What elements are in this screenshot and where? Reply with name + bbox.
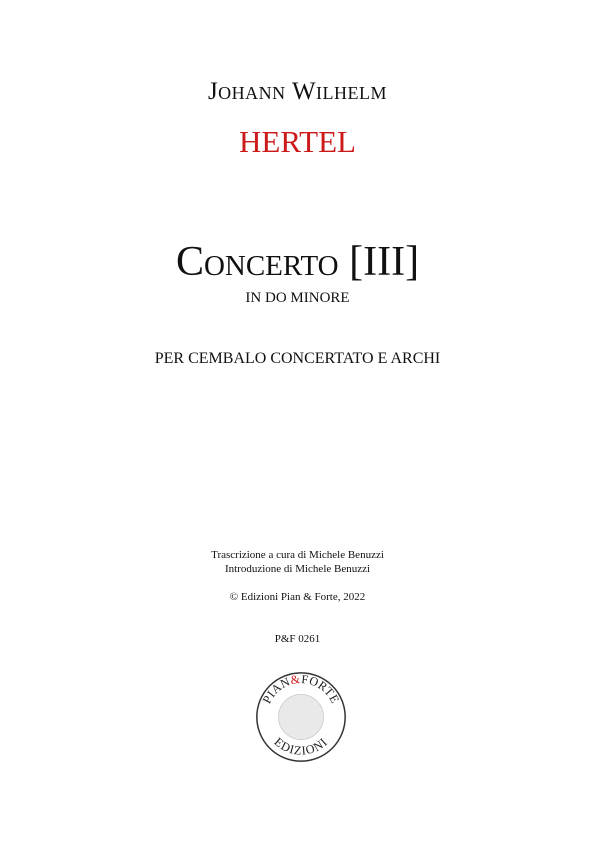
logo-inner-disc bbox=[278, 694, 323, 739]
work-key: IN DO MINORE bbox=[245, 290, 350, 306]
work-instrumentation: PER CEMBALO CONCERTATO E ARCHI bbox=[154, 350, 441, 367]
publisher-logo bbox=[254, 670, 348, 764]
copyright-notice: © Edizioni Pian & Forte, 2022 bbox=[229, 591, 366, 603]
introduction-credit: Introduzione di Michele Benuzzi bbox=[224, 563, 371, 575]
transcription-credit: Trascrizione a cura di Michele Benuzzi bbox=[211, 549, 384, 561]
composer-first-names: Johann Wilhelm bbox=[207, 78, 388, 105]
logo-ampersand: & bbox=[289, 671, 302, 688]
logo-text-edizioni: EDIZIONI bbox=[271, 734, 331, 758]
logo-text-forte: FORTE bbox=[300, 672, 343, 706]
work-title: Concerto [III] bbox=[175, 239, 420, 285]
catalog-number: P&F 0261 bbox=[274, 633, 321, 645]
logo-text-pian: PIAN bbox=[259, 674, 293, 706]
composer-surname: HERTEL bbox=[239, 124, 356, 159]
